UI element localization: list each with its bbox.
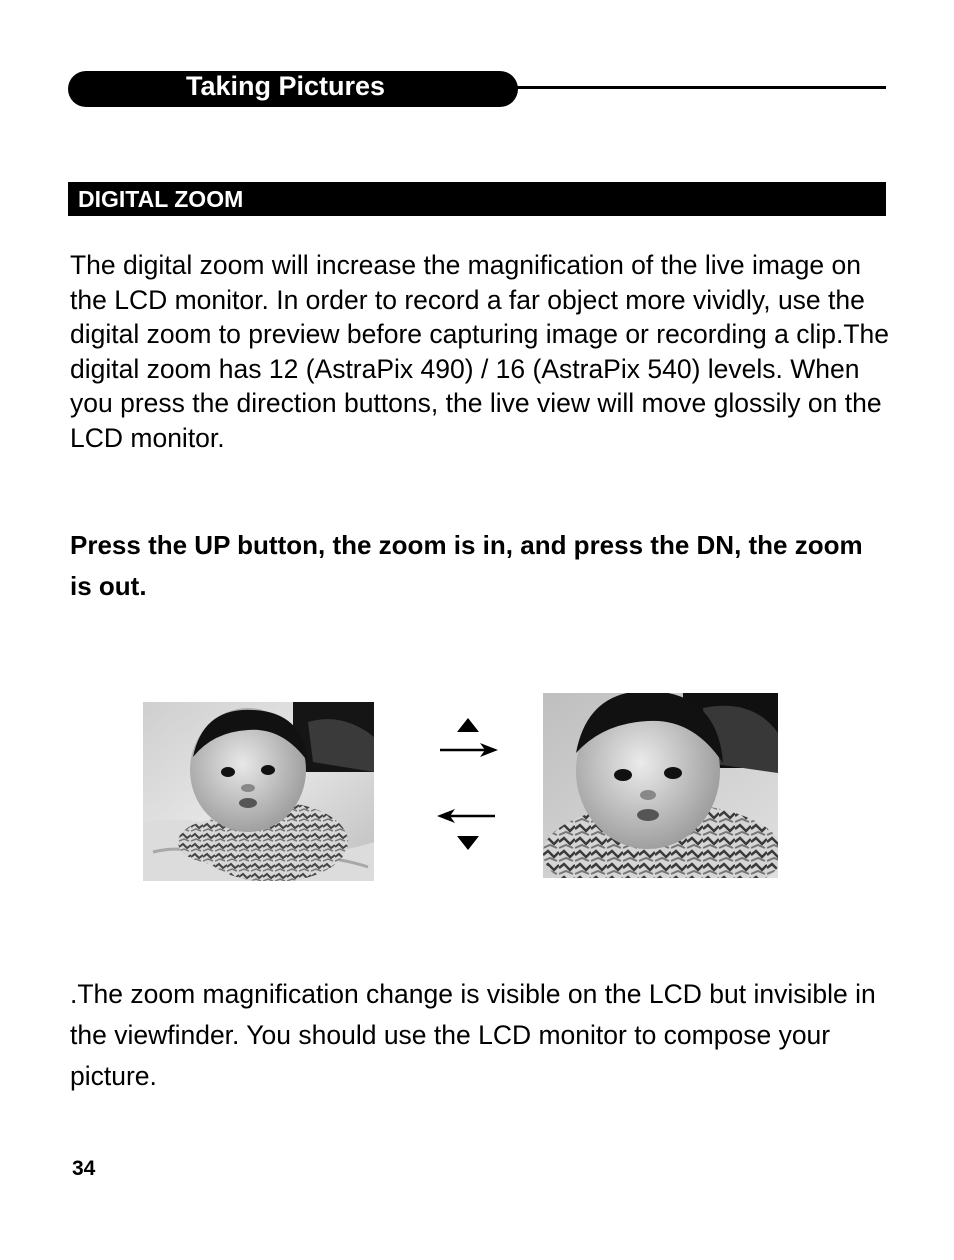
header-rule	[516, 86, 886, 89]
arrow-left-icon	[437, 809, 495, 823]
section-bar	[68, 182, 886, 216]
arrow-right-icon	[440, 743, 498, 757]
note-paragraph: .The zoom magnification change is visible on the LCD but invisible in the viewfinder. You should use the LCD monitor to compose your picture.	[70, 979, 876, 1091]
baby-photo-zoomed-in	[543, 693, 778, 878]
header-pill	[68, 71, 518, 107]
triangle-up-icon	[457, 718, 479, 732]
instruction-paragraph: Press the UP button, the zoom is in, and press the DN, the zoom is out.	[70, 530, 863, 601]
triangle-down-icon	[457, 836, 479, 850]
intro-paragraph: The digital zoom will increase the magnification of the live image on the LCD monitor. In order to record a far object more vividly, use the digital zoom to preview before capturing image or recording a clip.The digital zoom has 12 (AstraPix 490) / 16 (AstraPix 540) levels. When you press the direction buttons, the live view will move glossily on the LCD monitor.	[70, 250, 889, 453]
zoom-direction-arrows	[430, 712, 506, 857]
page-header-title: Taking Pictures	[186, 71, 386, 101]
section-title: DIGITAL ZOOM	[78, 186, 244, 212]
page-number: 34	[72, 1157, 96, 1180]
baby-photo-zoomed-out	[143, 702, 374, 881]
